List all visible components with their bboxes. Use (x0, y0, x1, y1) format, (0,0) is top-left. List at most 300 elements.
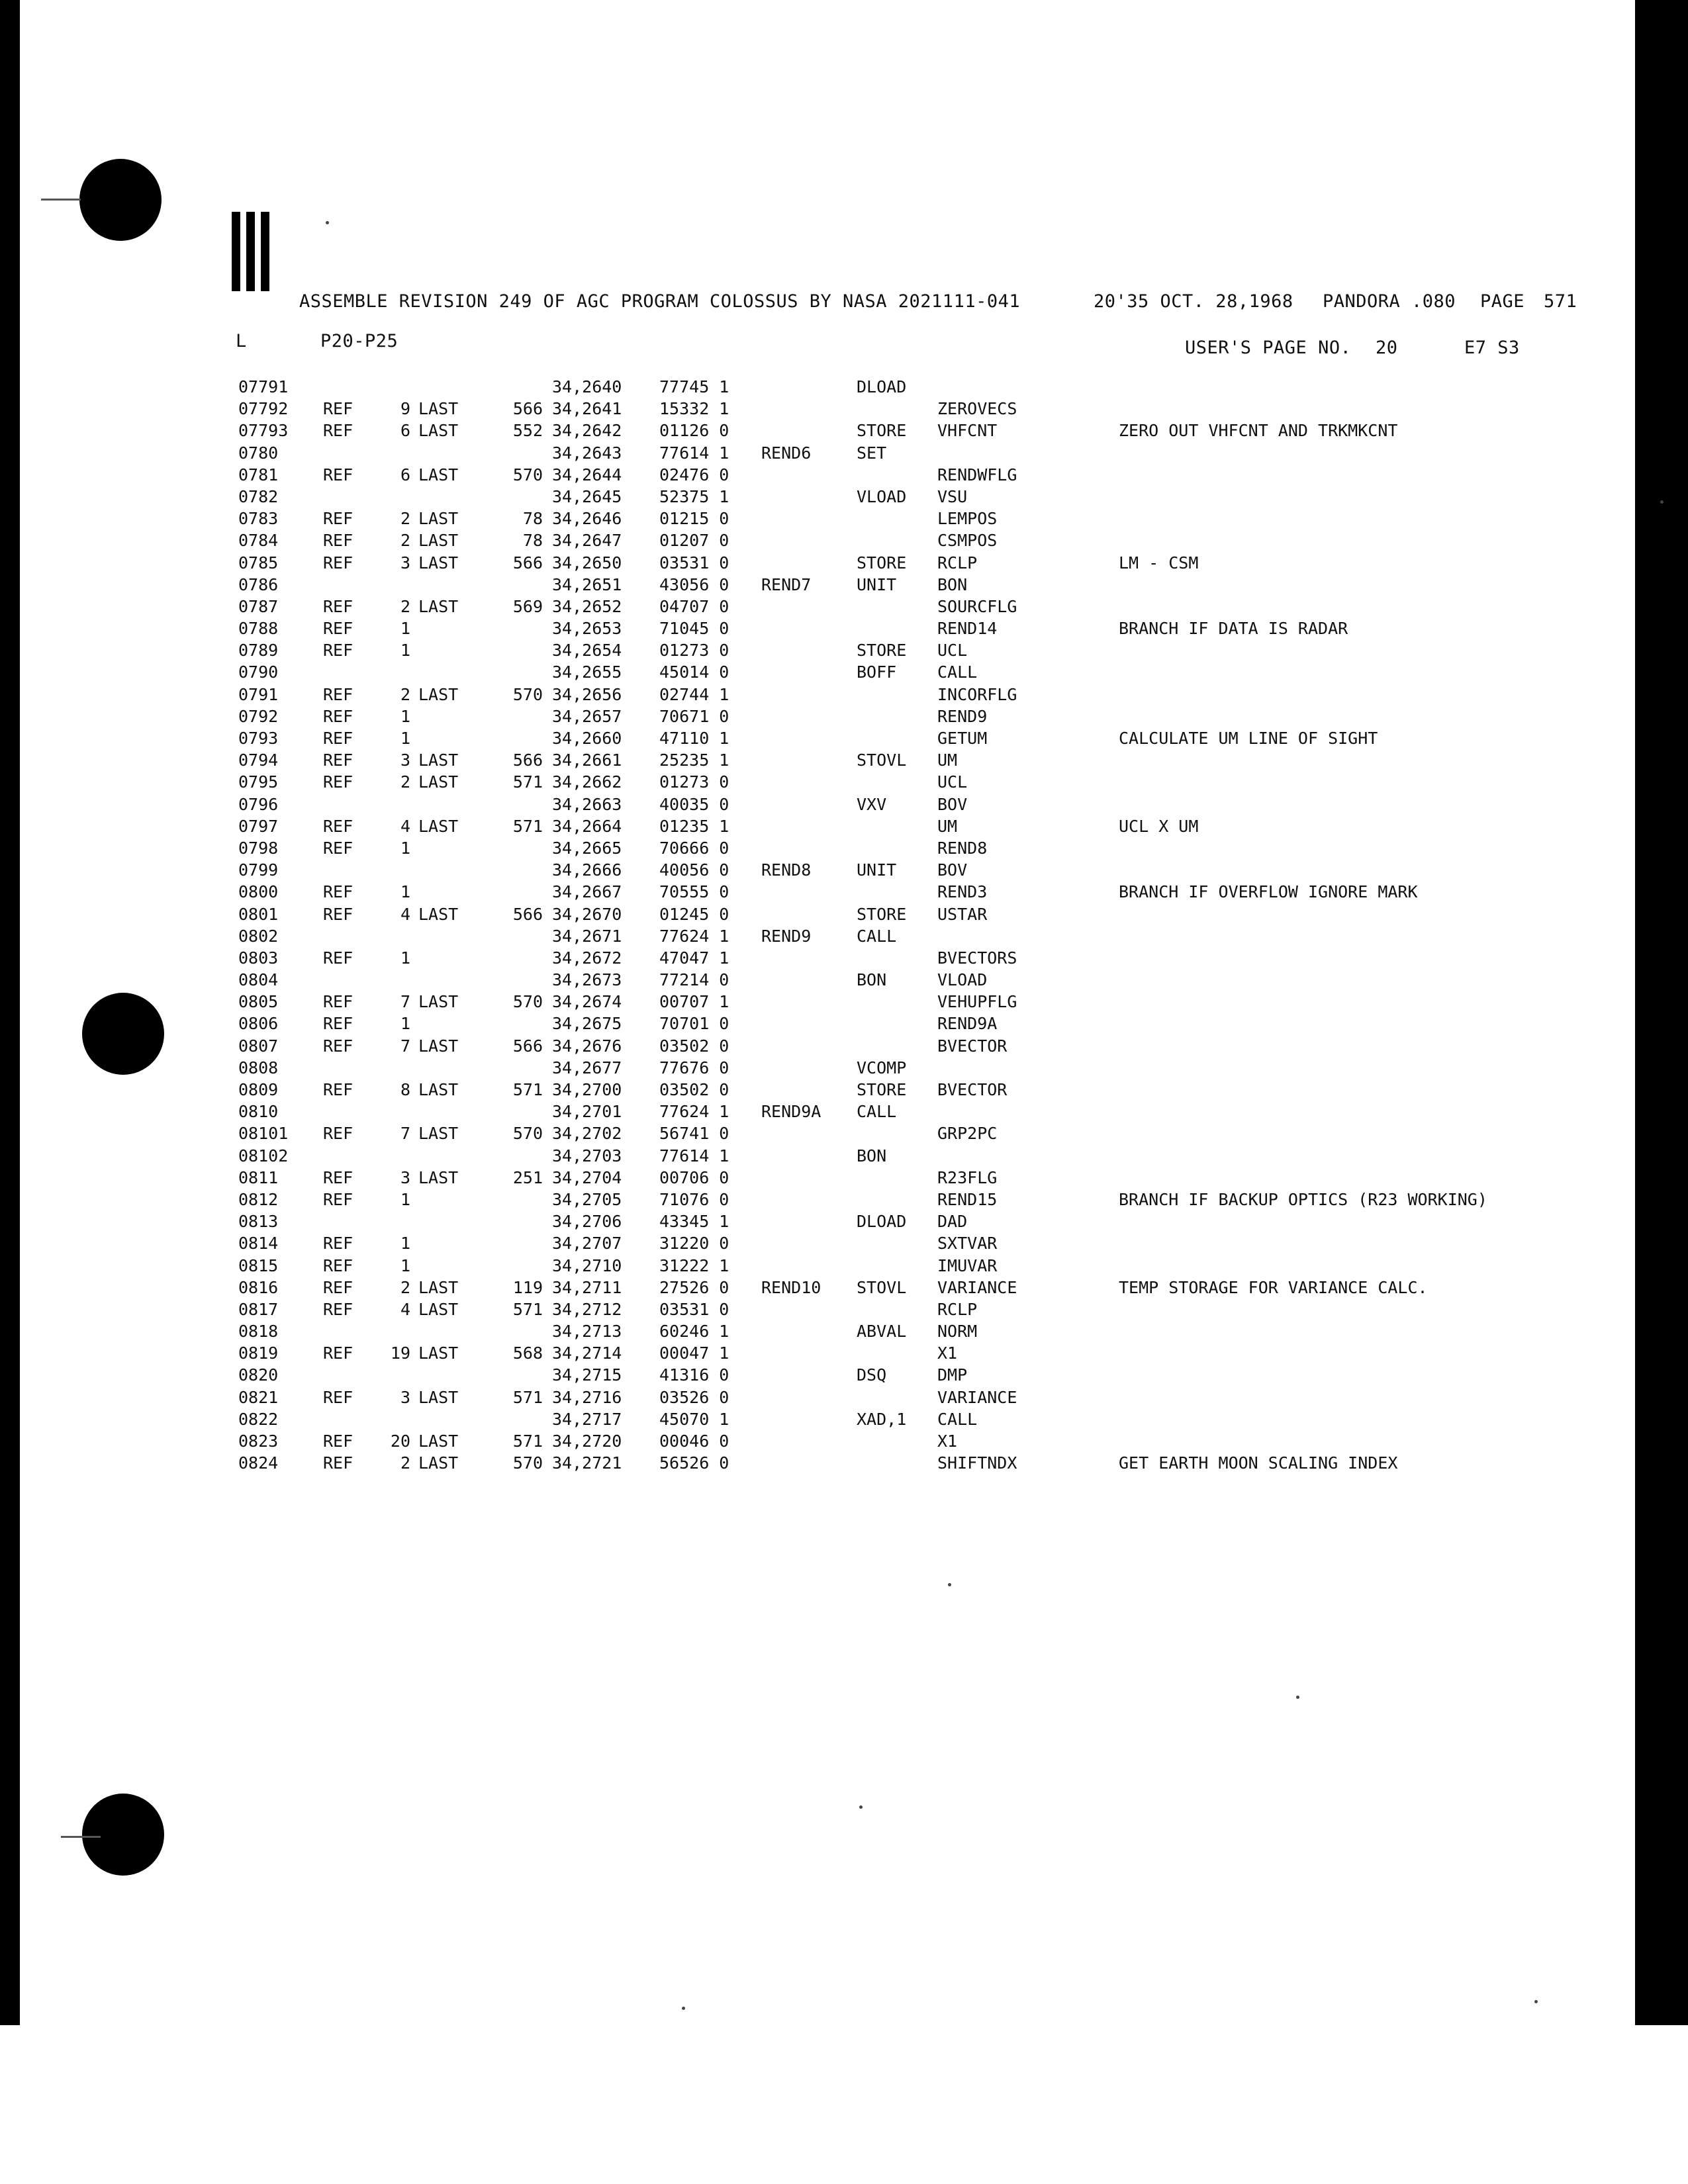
last-page: 570 (512, 465, 543, 484)
line-number: 0808 (238, 1058, 279, 1077)
line-number: 0781 (238, 465, 279, 484)
octal-word: 03526 0 (659, 1387, 729, 1407)
octal-word: 77745 1 (659, 377, 729, 396)
last-page: 569 (512, 596, 543, 616)
line-number: 0814 (238, 1234, 279, 1253)
octal-word: 02744 1 (659, 684, 729, 704)
address: 34,2673 (552, 970, 622, 990)
opcode: STORE (857, 421, 907, 441)
ref-marker: REF (323, 641, 353, 660)
ref-marker: REF (323, 1234, 353, 1253)
operand: BVECTOR (937, 1080, 1008, 1099)
octal-word: 00047 1 (659, 1343, 729, 1363)
last-marker: LAST (418, 1387, 459, 1407)
last-marker: LAST (418, 1299, 459, 1319)
octal-word: 70701 0 (659, 1014, 729, 1034)
line-number: 07793 (238, 421, 289, 441)
last-marker: LAST (418, 1343, 459, 1363)
octal-word: 77614 1 (659, 443, 729, 463)
address: 34,2716 (552, 1387, 622, 1407)
operand: RCLP (937, 1299, 978, 1319)
assembly-listing (238, 376, 1549, 1474)
listing-row (238, 1364, 1549, 1386)
octal-word: 01273 0 (659, 641, 729, 660)
octal-word: 52375 1 (659, 486, 729, 506)
octal-word: 31222 1 (659, 1255, 729, 1275)
last-marker: LAST (418, 1080, 459, 1099)
address: 34,2715 (552, 1365, 622, 1385)
octal-word: 77676 0 (659, 1058, 729, 1077)
octal-word: 03531 0 (659, 1299, 729, 1319)
operand: VSU (937, 486, 968, 506)
address: 34,2646 (552, 509, 622, 529)
octal-word: 01245 0 (659, 904, 729, 924)
comment: LM - CSM (1119, 553, 1199, 572)
address: 34,2642 (552, 421, 622, 441)
last-marker: LAST (418, 421, 459, 441)
last-page: 566 (512, 751, 543, 770)
ref-count: 1 (400, 1014, 410, 1034)
octal-word: 00706 0 (659, 1167, 729, 1187)
listing-row (238, 661, 1549, 683)
operand: X1 (937, 1432, 958, 1451)
last-marker: LAST (418, 1432, 459, 1451)
address: 34,2643 (552, 443, 622, 463)
line-number: 0786 (238, 574, 279, 594)
listing-row (238, 376, 1549, 398)
listing-row (238, 881, 1549, 903)
octal-word: 45070 1 (659, 1409, 729, 1429)
ref-count: 2 (400, 596, 410, 616)
listing-row (238, 1210, 1549, 1232)
line-number: 0809 (238, 1080, 279, 1099)
address: 34,2713 (552, 1322, 622, 1342)
listing-row (238, 903, 1549, 925)
users-page-number: 20 (1376, 338, 1398, 358)
listing-row (238, 1145, 1549, 1167)
ref-marker: REF (323, 1277, 353, 1297)
listing-row (238, 1387, 1549, 1408)
ref-marker: REF (323, 904, 353, 924)
address: 34,2653 (552, 619, 622, 639)
pandora-label: PANDORA .080 (1323, 291, 1456, 312)
listing-row (238, 684, 1549, 705)
last-marker: LAST (418, 1277, 459, 1297)
operand: LEMPOS (937, 509, 998, 529)
ref-count: 8 (400, 1080, 410, 1099)
ref-count: 2 (400, 509, 410, 529)
ref-count: 7 (400, 1036, 410, 1056)
ref-count: 20 (390, 1432, 410, 1451)
listing-row (238, 1277, 1549, 1298)
ref-marker: REF (323, 1080, 353, 1099)
label-field: REND9A (761, 1102, 821, 1122)
last-marker: LAST (418, 751, 459, 770)
listing-row (238, 1298, 1549, 1320)
operand: BOV (937, 794, 968, 814)
octal-word: 70671 0 (659, 706, 729, 726)
listing-row (238, 398, 1549, 420)
address: 34,2661 (552, 751, 622, 770)
operand: BVECTOR (937, 1036, 1008, 1056)
address: 34,2674 (552, 992, 622, 1012)
last-marker: LAST (418, 596, 459, 616)
line-number: 0782 (238, 486, 279, 506)
address: 34,2720 (552, 1432, 622, 1451)
last-marker: LAST (418, 465, 459, 484)
opcode: XAD,1 (857, 1409, 907, 1429)
octal-word: 47047 1 (659, 948, 729, 968)
operand: CSMPOS (937, 531, 998, 551)
comment: GET EARTH MOON SCALING INDEX (1119, 1453, 1398, 1473)
octal-word: 47110 1 (659, 729, 729, 748)
last-page: 251 (512, 1167, 543, 1187)
octal-word: 01126 0 (659, 421, 729, 441)
address: 34,2705 (552, 1189, 622, 1209)
listing-row (238, 815, 1549, 837)
line-number: 07792 (238, 399, 289, 419)
listing-row (238, 859, 1549, 881)
line-number: 0817 (238, 1299, 279, 1319)
scan-speck (1534, 2000, 1538, 2003)
comment: CALCULATE UM LINE OF SIGHT (1119, 729, 1378, 748)
listing-row (238, 705, 1549, 727)
line-number: 0796 (238, 794, 279, 814)
operand: X1 (937, 1343, 958, 1363)
binder-clip-mark (232, 212, 278, 301)
ref-count: 1 (400, 641, 410, 660)
line-number: 08102 (238, 1146, 289, 1165)
listing-row (238, 947, 1549, 969)
ref-marker: REF (323, 509, 353, 529)
ref-count: 2 (400, 684, 410, 704)
address: 34,2665 (552, 838, 622, 858)
operand: GETUM (937, 729, 988, 748)
line-number: 0801 (238, 904, 279, 924)
ref-marker: REF (323, 596, 353, 616)
punch-hole-middle (82, 993, 164, 1075)
line-number: 0790 (238, 662, 279, 682)
listing-row (238, 837, 1549, 859)
comment: ZERO OUT VHFCNT AND TRKMKCNT (1119, 421, 1398, 441)
octal-word: 77214 0 (659, 970, 729, 990)
comment: BRANCH IF OVERFLOW IGNORE MARK (1119, 882, 1418, 902)
address: 34,2710 (552, 1255, 622, 1275)
last-marker: LAST (418, 1453, 459, 1473)
address: 34,2672 (552, 948, 622, 968)
address: 34,2641 (552, 399, 622, 419)
listing-row (238, 529, 1549, 551)
line-number: 0787 (238, 596, 279, 616)
opcode: DSQ (857, 1365, 887, 1385)
listing-row (238, 794, 1549, 815)
ref-marker: REF (323, 992, 353, 1012)
octal-word: 71045 0 (659, 619, 729, 639)
operand: VLOAD (937, 970, 988, 990)
operand: RENDWFLG (937, 465, 1017, 484)
line-number: 0791 (238, 684, 279, 704)
ref-marker: REF (323, 684, 353, 704)
listing-row (238, 1167, 1549, 1189)
line-number: 0788 (238, 619, 279, 639)
section-label: P20-P25 (320, 331, 399, 351)
last-marker: LAST (418, 992, 459, 1012)
last-page: 78 (522, 531, 543, 551)
last-page: 571 (512, 1387, 543, 1407)
address: 34,2703 (552, 1146, 622, 1165)
comment: BRANCH IF DATA IS RADAR (1119, 619, 1348, 639)
line-number: 0805 (238, 992, 279, 1012)
line-number: 0795 (238, 772, 279, 792)
octal-word: 15332 1 (659, 399, 729, 419)
listing-row (238, 991, 1549, 1013)
address: 34,2702 (552, 1124, 622, 1144)
ref-count: 1 (400, 1255, 410, 1275)
listing-row (238, 969, 1549, 991)
line-number: 0810 (238, 1102, 279, 1122)
operand: RCLP (937, 553, 978, 572)
listing-row (238, 1189, 1549, 1210)
listing-row (238, 486, 1549, 508)
last-page: 119 (512, 1277, 543, 1297)
listing-row (238, 1035, 1549, 1057)
octal-word: 56526 0 (659, 1453, 729, 1473)
operand: VHFCNT (937, 421, 998, 441)
listing-row (238, 639, 1549, 661)
line-number: 0793 (238, 729, 279, 748)
octal-word: 43345 1 (659, 1212, 729, 1232)
operand: UCL (937, 641, 968, 660)
line-number: 0818 (238, 1322, 279, 1342)
listing-row (238, 1430, 1549, 1452)
line-number: 0823 (238, 1432, 279, 1451)
operand: VARIANCE (937, 1277, 1017, 1297)
opcode: VCOMP (857, 1058, 907, 1077)
opcode: VXV (857, 794, 887, 814)
opcode: UNIT (857, 574, 897, 594)
line-number: 08101 (238, 1124, 289, 1144)
listing-row (238, 508, 1549, 529)
octal-word: 27526 0 (659, 1277, 729, 1297)
ref-count: 3 (400, 553, 410, 572)
line-number: 0807 (238, 1036, 279, 1056)
octal-word: 25235 1 (659, 751, 729, 770)
address: 34,2650 (552, 553, 622, 572)
last-page: 552 (512, 421, 543, 441)
last-marker: LAST (418, 531, 459, 551)
listing-row (238, 1408, 1549, 1430)
address: 34,2640 (552, 377, 622, 396)
listing-row (238, 596, 1549, 617)
line-number: 0816 (238, 1277, 279, 1297)
label-field: REND7 (761, 574, 812, 594)
scan-edge-right (1635, 0, 1688, 2025)
ref-count: 6 (400, 421, 410, 441)
listing-row (238, 617, 1549, 639)
operand: R23FLG (937, 1167, 998, 1187)
ref-count: 1 (400, 1189, 410, 1209)
operand: UM (937, 751, 958, 770)
octal-word: 60246 1 (659, 1322, 729, 1342)
address: 34,2670 (552, 904, 622, 924)
ref-count: 9 (400, 399, 410, 419)
opcode: BON (857, 1146, 887, 1165)
octal-word: 77624 1 (659, 1102, 729, 1122)
opcode: STOVL (857, 1277, 907, 1297)
operand: NORM (937, 1322, 978, 1342)
line-number: 0804 (238, 970, 279, 990)
octal-word: 41316 0 (659, 1365, 729, 1385)
line-number: 0797 (238, 816, 279, 836)
address: 34,2660 (552, 729, 622, 748)
listing-row (238, 1232, 1549, 1254)
operand: REND9A (937, 1014, 998, 1034)
last-page: 571 (512, 772, 543, 792)
ref-count: 1 (400, 729, 410, 748)
ref-count: 1 (400, 1234, 410, 1253)
punch-hole-top (79, 159, 162, 241)
octal-word: 03531 0 (659, 553, 729, 572)
address: 34,2704 (552, 1167, 622, 1187)
address: 34,2711 (552, 1277, 622, 1297)
ref-count: 7 (400, 1124, 410, 1144)
last-marker: LAST (418, 772, 459, 792)
listing-row (238, 1057, 1549, 1079)
address: 34,2656 (552, 684, 622, 704)
listing-row (238, 1255, 1549, 1277)
line-number: 0792 (238, 706, 279, 726)
opcode: STORE (857, 904, 907, 924)
ref-count: 3 (400, 751, 410, 770)
operand: USTAR (937, 904, 988, 924)
octal-word: 40056 0 (659, 860, 729, 880)
address: 34,2663 (552, 794, 622, 814)
last-page: 571 (512, 1080, 543, 1099)
operand: SHIFTNDX (937, 1453, 1017, 1473)
ref-marker: REF (323, 816, 353, 836)
octal-word: 01215 0 (659, 509, 729, 529)
ref-count: 3 (400, 1167, 410, 1187)
listing-timestamp: 20'35 OCT. 28,1968 (1094, 291, 1293, 312)
address: 34,2714 (552, 1343, 622, 1363)
opcode: UNIT (857, 860, 897, 880)
ref-count: 1 (400, 948, 410, 968)
scan-speck (682, 2007, 685, 2010)
operand: UCL (937, 772, 968, 792)
opcode: VLOAD (857, 486, 907, 506)
ref-count: 1 (400, 838, 410, 858)
listing-row (238, 574, 1549, 596)
line-number: 0785 (238, 553, 279, 572)
last-marker: LAST (418, 1167, 459, 1187)
operand: INCORFLG (937, 684, 1017, 704)
address: 34,2675 (552, 1014, 622, 1034)
last-page: 570 (512, 992, 543, 1012)
ref-marker: REF (323, 882, 353, 902)
comment: UCL X UM (1119, 816, 1199, 836)
address: 34,2655 (552, 662, 622, 682)
ref-count: 19 (390, 1343, 410, 1363)
address: 34,2662 (552, 772, 622, 792)
last-page: 570 (512, 1453, 543, 1473)
octal-word: 77624 1 (659, 926, 729, 946)
ref-marker: REF (323, 1453, 353, 1473)
ref-marker: REF (323, 1036, 353, 1056)
line-number: 0812 (238, 1189, 279, 1209)
address: 34,2654 (552, 641, 622, 660)
last-marker: LAST (418, 1036, 459, 1056)
last-marker: LAST (418, 509, 459, 529)
operand: SOURCFLG (937, 596, 1017, 616)
octal-word: 31220 0 (659, 1234, 729, 1253)
ref-marker: REF (323, 838, 353, 858)
address: 34,2671 (552, 926, 622, 946)
octal-word: 01235 1 (659, 816, 729, 836)
address: 34,2717 (552, 1409, 622, 1429)
address: 34,2677 (552, 1058, 622, 1077)
last-page: 566 (512, 399, 543, 419)
address: 34,2706 (552, 1212, 622, 1232)
octal-word: 77614 1 (659, 1146, 729, 1165)
address: 34,2667 (552, 882, 622, 902)
ref-count: 4 (400, 816, 410, 836)
operand: BOV (937, 860, 968, 880)
last-page: 570 (512, 684, 543, 704)
ref-count: 4 (400, 904, 410, 924)
line-number: 0821 (238, 1387, 279, 1407)
punch-hole-tick (41, 199, 81, 201)
scan-speck (1296, 1696, 1299, 1699)
line-number: 0824 (238, 1453, 279, 1473)
operand: DAD (937, 1212, 968, 1232)
line-number: 0813 (238, 1212, 279, 1232)
ref-marker: REF (323, 531, 353, 551)
listing-row (238, 771, 1549, 793)
operand: GRP2PC (937, 1124, 998, 1144)
line-number: 07791 (238, 377, 289, 396)
address: 34,2664 (552, 816, 622, 836)
last-marker: LAST (418, 904, 459, 924)
page-number: 571 (1544, 291, 1577, 312)
ref-marker: REF (323, 1014, 353, 1034)
ref-marker: REF (323, 1167, 353, 1187)
scan-speck (326, 221, 329, 224)
address: 34,2645 (552, 486, 622, 506)
label-field: REND8 (761, 860, 812, 880)
opcode: STORE (857, 641, 907, 660)
listing-row (238, 749, 1549, 771)
ref-count: 2 (400, 1453, 410, 1473)
ref-marker: REF (323, 399, 353, 419)
operand: VEHUPFLG (937, 992, 1017, 1012)
operand: REND8 (937, 838, 988, 858)
last-page: 568 (512, 1343, 543, 1363)
ref-marker: REF (323, 706, 353, 726)
ref-count: 2 (400, 1277, 410, 1297)
octal-word: 00707 1 (659, 992, 729, 1012)
last-page: 571 (512, 1299, 543, 1319)
line-number: 0794 (238, 751, 279, 770)
octal-word: 02476 0 (659, 465, 729, 484)
operand: REND3 (937, 882, 988, 902)
last-marker: LAST (418, 399, 459, 419)
operand: ZEROVECS (937, 399, 1017, 419)
opcode: STORE (857, 1080, 907, 1099)
line-number: 0802 (238, 926, 279, 946)
ref-count: 1 (400, 619, 410, 639)
ref-marker: REF (323, 729, 353, 748)
address: 34,2676 (552, 1036, 622, 1056)
